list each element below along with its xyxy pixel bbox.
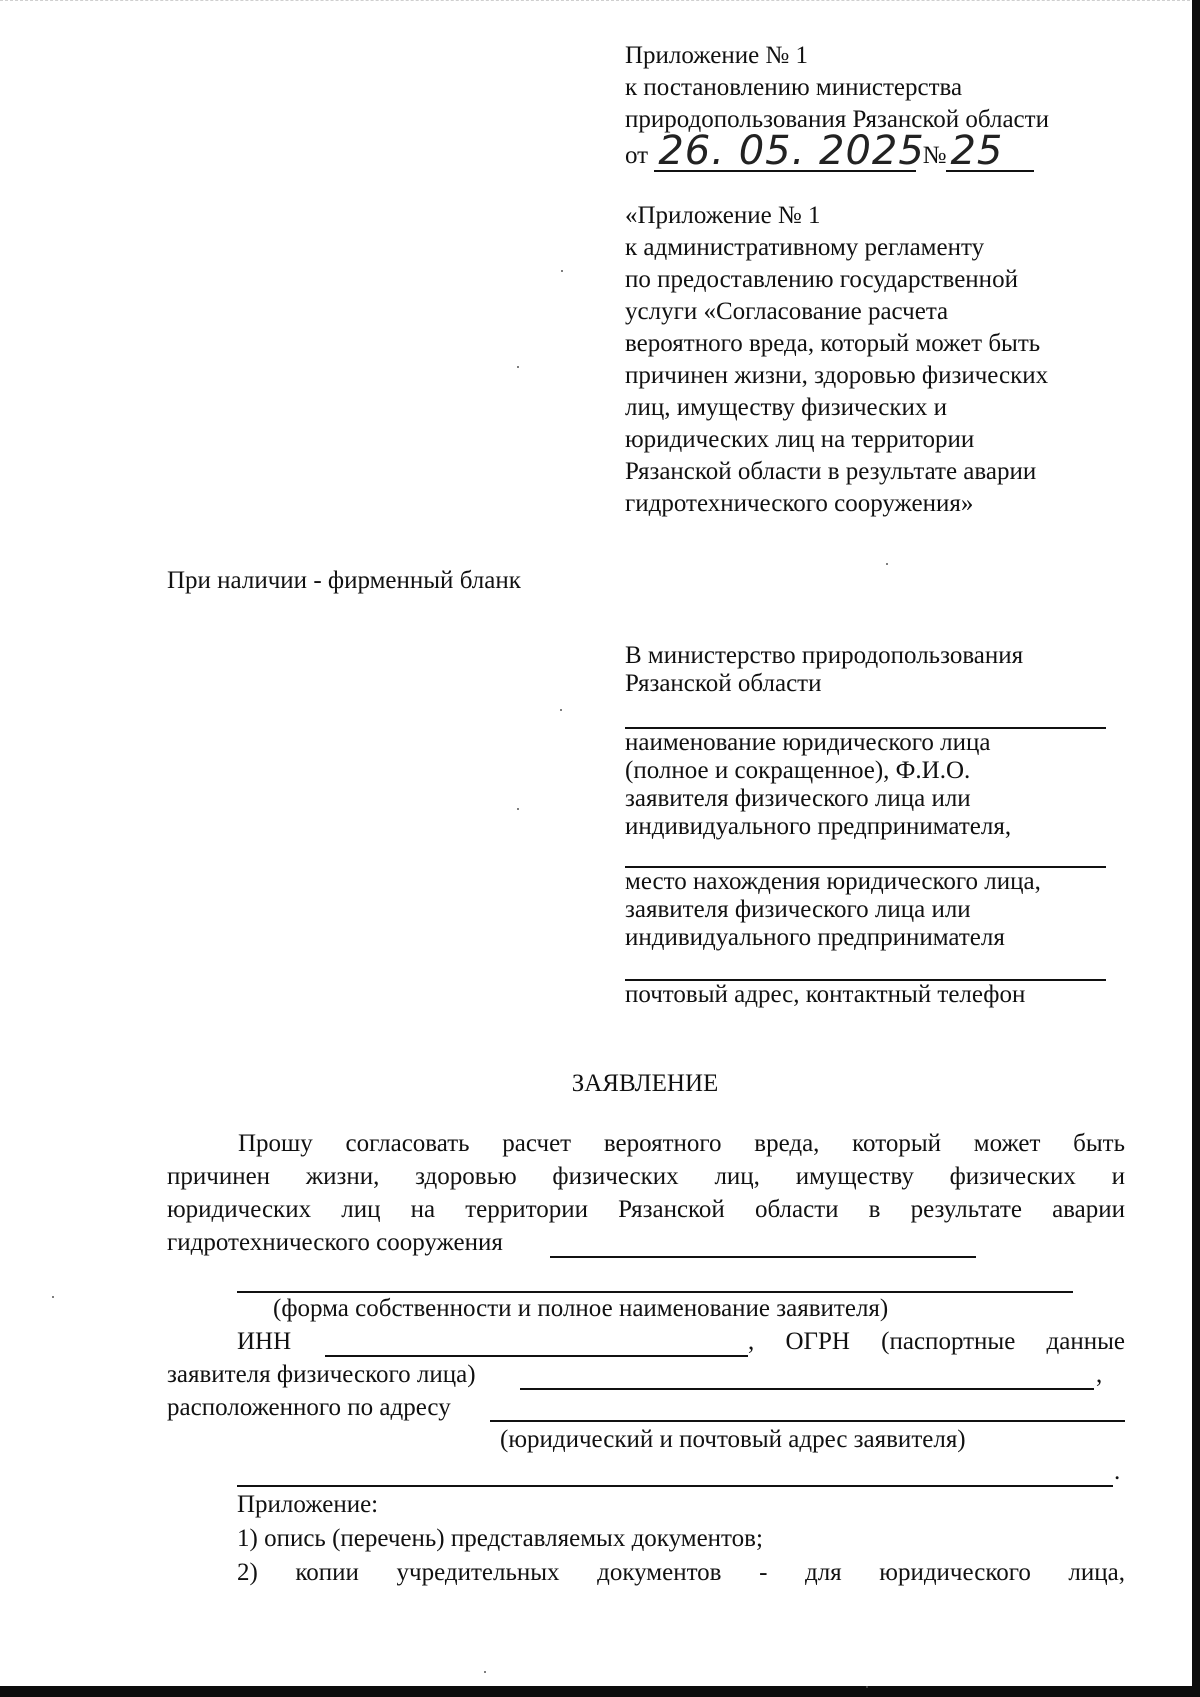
regulation-line: вероятного вреда, который может быть: [625, 330, 1041, 357]
scan-speck: [886, 563, 888, 565]
address-label: расположенного по адресу: [167, 1394, 451, 1421]
regulation-line: «Приложение № 1: [625, 202, 821, 229]
owner-caption: (форма собственности и полное наименование заявителя): [273, 1295, 889, 1322]
regulation-line: услуги «Согласование расчета: [625, 298, 949, 325]
ogrn-comma: ,: [1096, 1361, 1103, 1388]
ogrn-continuation: заявителя физического лица): [167, 1361, 476, 1388]
paragraph-text: Прошу согласовать расчет вероятного вреда, который может быть: [238, 1130, 1125, 1157]
address-continuation-line: [237, 1485, 1113, 1487]
regulation-reference: [625, 200, 1048, 520]
number-field: [946, 128, 1034, 174]
date-field: [654, 128, 925, 174]
scan-speck: [561, 270, 563, 272]
address-blank-line: [490, 1420, 1125, 1422]
attachments-title: Приложение:: [237, 1491, 379, 1518]
approval-date-line: [625, 128, 1049, 174]
ogrn-blank-line: [520, 1388, 1094, 1390]
caption-line: индивидуального предпринимателя: [625, 924, 1005, 951]
scan-speck: [866, 1686, 868, 1688]
approval-line-2: к постановлению министерства: [625, 74, 963, 101]
caption-line: наименование юридического лица: [625, 729, 991, 756]
caption-line: место нахождения юридического лица,: [625, 868, 1041, 895]
regulation-line: лиц, имуществу физических и: [625, 394, 947, 421]
inn-blank-line: [325, 1355, 748, 1357]
approval-line-1: Приложение № 1: [625, 42, 809, 69]
caption-line: заявителя физического лица или: [625, 785, 971, 812]
scan-speck: [560, 709, 562, 711]
handwritten-number: 25: [950, 128, 1004, 174]
ogrn-label: , ОГРН (паспортные данные: [748, 1328, 1125, 1355]
scan-speck: [484, 1671, 486, 1673]
structure-blank-line: [550, 1256, 976, 1258]
addressee-line-1: В министерство природопользования: [625, 642, 1024, 669]
statement-title: ЗАЯВЛЕНИЕ: [571, 1070, 719, 1097]
addressee-caption-1: [625, 729, 1011, 841]
date-prefix: от: [625, 142, 649, 169]
scan-speck: [517, 366, 519, 368]
scan-border-right: [1192, 0, 1200, 1697]
scan-speck: [517, 808, 519, 810]
scan-noise-top: [0, 0, 1190, 3]
attachment-item-1: 1) опись (перечень) представляемых документов;: [237, 1525, 763, 1552]
addressee-block: [625, 642, 1023, 698]
statement-paragraph-line-4: [167, 1227, 503, 1259]
regulation-line: гидротехнического сооружения»: [625, 490, 974, 517]
address-caption: (юридический и почтовый адрес заявителя): [500, 1426, 966, 1453]
approval-line-3: природопользования Рязанской области: [625, 106, 1049, 133]
caption-line: индивидуального предпринимателя,: [625, 813, 1012, 840]
attachment-item-2: 2) копии учредительных документов - для юридического лица,: [237, 1559, 1125, 1586]
addressee-caption-2: [625, 868, 1041, 952]
handwritten-date: 26. 05. 2025: [658, 128, 925, 174]
number-sign: №: [922, 142, 947, 169]
regulation-line: по предоставлению государственной: [625, 266, 1018, 293]
statement-paragraph-line-2: причинен жизни, здоровью физических лиц, имуществу физических и: [167, 1163, 1125, 1190]
caption-line: (полное и сокращенное), Ф.И.О.: [625, 757, 971, 784]
regulation-line: Рязанской области в результате аварии: [625, 458, 1037, 485]
statement-paragraph-line-3: юридических лиц на территории Рязанской области в результате аварии: [167, 1196, 1125, 1223]
letterhead-note: При наличии - фирменный бланк: [167, 567, 521, 594]
paragraph-text: гидротехнического сооружения: [167, 1229, 503, 1256]
caption-line: заявителя физического лица или: [625, 896, 971, 923]
regulation-line: причинен жизни, здоровью физических: [625, 362, 1049, 389]
addressee-caption-3: почтовый адрес, контактный телефон: [625, 981, 1026, 1008]
regulation-line: к административному регламенту: [625, 234, 985, 261]
end-period: .: [1114, 1458, 1121, 1485]
statement-paragraph-line-1: [167, 1128, 1125, 1160]
scan-speck: [52, 1296, 54, 1298]
regulation-line: юридических лиц на территории: [625, 426, 975, 453]
ogrn-text: [748, 1326, 1125, 1358]
inn-label: ИНН: [237, 1328, 292, 1355]
scan-border-bottom: [0, 1686, 1200, 1697]
approval-header: [625, 40, 1049, 172]
addressee-line-2: Рязанской области: [625, 670, 822, 697]
